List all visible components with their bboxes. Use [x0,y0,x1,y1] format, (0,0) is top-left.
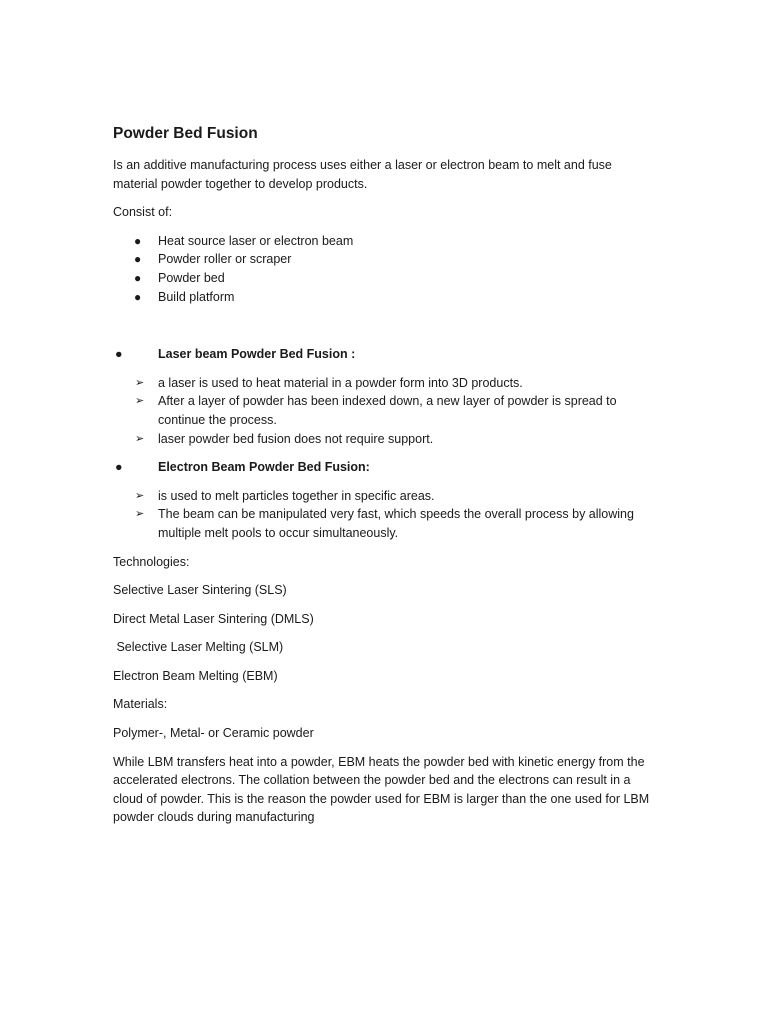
materials-label: Materials: [113,697,168,712]
laser-section-heading: ● Laser beam Powder Bed Fusion : [113,345,658,364]
document-page [113,124,658,837]
document-title: Powder Bed Fusion [113,125,258,142]
arrow-bullet-icon: ➢ [135,508,145,521]
bullet-icon: ● [134,270,142,285]
technology-item: Selective Laser Sintering (SLS) [113,583,287,598]
materials-value: Polymer-, Metal- or Ceramic powder [113,726,314,741]
bullet-icon: ● [115,347,123,362]
laser-points-list [113,374,658,448]
consist-label: Consist of: [113,205,173,220]
list-item: ➢ After a layer of powder has been indexed down, a new layer of powder is spread to continue the process. [135,394,617,427]
list-item: ● Powder roller or scraper [113,250,658,269]
technologies-label: Technologies: [113,554,190,569]
bullet-icon: ● [134,233,142,248]
components-list [113,232,658,306]
bullet-icon: ● [134,289,142,304]
bullet-icon: ● [115,460,123,475]
list-item: ● Heat source laser or electron beam [113,232,658,251]
list-item: ➢ is used to melt particles together in specific areas. [113,487,658,506]
arrow-bullet-icon: ➢ [135,376,145,389]
arrow-bullet-icon: ➢ [135,432,145,445]
list-item: ➢ a laser is used to heat material in a powder form into 3D products. [113,374,658,393]
list-item: ➢ The beam can be manipulated very fast, which speeds the overall process by allowing multiple melt pools to occur simultaneously. [135,507,634,540]
arrow-bullet-icon: ➢ [135,489,145,502]
list-item: ➢ laser powder bed fusion does not require support. [113,430,658,449]
technology-item: Direct Metal Laser Sintering (DMLS) [113,611,314,626]
arrow-bullet-icon: ➢ [135,395,145,408]
closing-paragraph: While LBM transfers heat into a powder, EBM heats the powder bed with kinetic energy from the accelerated electrons. The collation between the powder bed and the electrons can result in a cloud of powder. This is the reason the powder used for EBM is larger than the one used for LBM powder clouds during manufacturing [113,754,650,825]
technology-item: Selective Laser Melting (SLM) [113,640,284,655]
electron-points-list [113,487,658,543]
electron-section-heading: ● Electron Beam Powder Bed Fusion: [113,458,658,477]
intro-paragraph: Is an additive manufacturing process uses either a laser or electron beam to melt and fuse material powder together to develop products. [113,158,612,191]
list-item: ● Powder bed [113,269,658,288]
list-item: ● Build platform [113,288,658,307]
technology-item: Electron Beam Melting (EBM) [113,668,278,683]
bullet-icon: ● [134,252,142,267]
